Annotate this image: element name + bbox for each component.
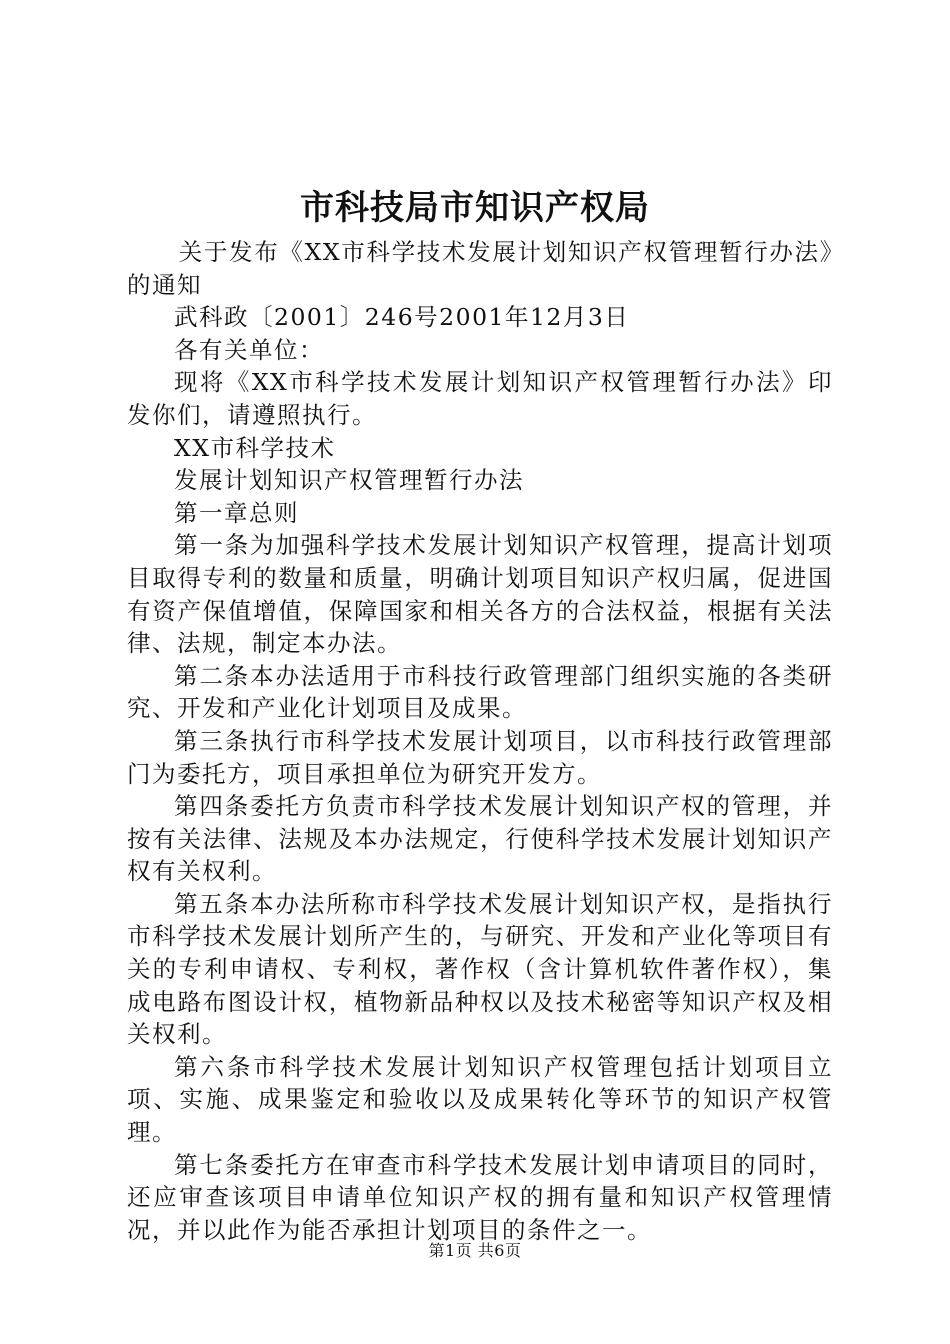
document-title: 市科技局市知识产权局 xyxy=(300,188,650,228)
paragraph-chapter-heading: 第一章总则 xyxy=(174,498,299,527)
page-number-footer: 第1页 共6页 xyxy=(428,1241,522,1260)
paragraph-measures-title-1: XX市科学技术 xyxy=(174,433,336,462)
paragraph-article-2: 第二条本办法适用于市科技行政管理部门组织实施的各类研究、开发和产业化计划项目及成果。 xyxy=(127,661,833,723)
paragraph-article-7: 第七条委托方在审查市科学技术发展计划申请项目的同时，还应审查该项目申请单位知识产权的拥有量和知识产权管理情况，并以此作为能否承担计划项目的条件之一。 xyxy=(127,1150,833,1244)
paragraph-article-5: 第五条本办法所称市科学技术发展计划知识产权，是指执行市科学技术发展计划所产生的，与研究、开发和产业化等项目有关的专利申请权、专利权，著作权（含计算机软件著作权），集成电路布图设计权，植物新品种权以及技术秘密等知识产权及相关权利。 xyxy=(127,889,833,1049)
paragraph-notice-title: 关于发布《XX市科学技术发展计划知识产权管理暂行办法》的通知 xyxy=(127,238,833,299)
paragraph-article-3: 第三条执行市科学技术发展计划项目，以市科技行政管理部门为委托方，项目承担单位为研究开发方。 xyxy=(127,726,833,788)
paragraph-document-number: 武科政〔2001〕246号2001年12月3日 xyxy=(174,303,630,332)
paragraph-salutation: 各有关单位： xyxy=(174,335,324,364)
paragraph-article-6: 第六条市科学技术发展计划知识产权管理包括计划项目立项、实施、成果鉴定和验收以及成果转化等环节的知识产权管理。 xyxy=(127,1052,833,1147)
paragraph-article-4: 第四条委托方负责市科学技术发展计划知识产权的管理，并按有关法律、法规及本办法规定，行使科学技术发展计划知识产权有关权利。 xyxy=(127,792,833,886)
paragraph-article-1: 第一条为加强科学技术发展计划知识产权管理，提高计划项目取得专利的数量和质量，明确计划项目知识产权归属，促进国有资产保值增值，保障国家和相关各方的合法权益，根据有关法律、法规，制定本办法。 xyxy=(127,531,833,658)
paragraph-measures-title-2: 发展计划知识产权管理暂行办法 xyxy=(174,466,524,495)
paragraph-intro: 现将《XX市科学技术发展计划知识产权管理暂行办法》印发你们，请遵照执行。 xyxy=(127,368,833,429)
document-body xyxy=(127,236,833,1246)
